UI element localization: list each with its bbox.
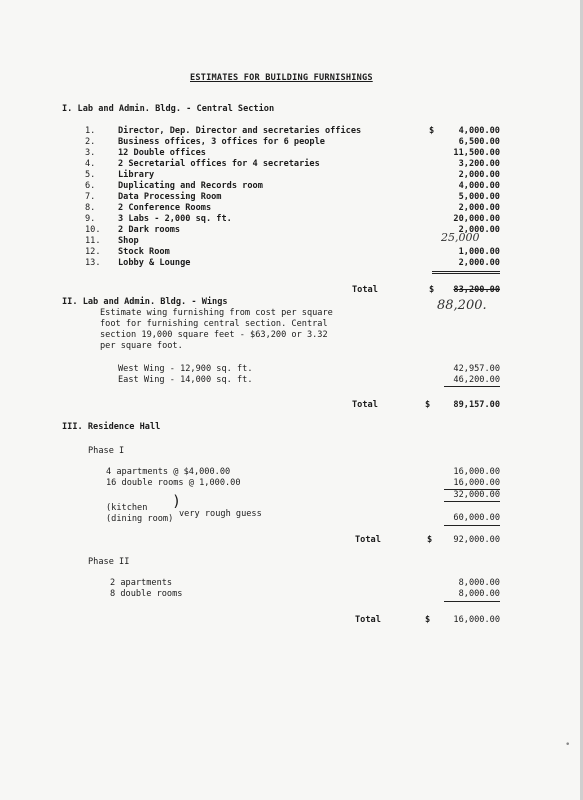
phase-1-total-label: Total [355,535,381,545]
section-2-description: section 19,000 square feet - $63,200 or 3.32 [100,330,328,340]
item-label: 4 apartments @ $4,000.00 [106,467,231,477]
phase-2-total-label: Total [355,615,381,625]
item-amount: 11,500.00 [453,148,500,158]
item-number: 13. [85,258,101,268]
scan-mark: • [565,740,571,750]
phase-1-total: 92,000.00 [453,535,500,545]
item-amount: 2,000.00 [458,170,500,180]
item-label: Data Processing Room [118,192,222,202]
item-label: 2 Dark rooms [118,225,181,235]
item-label: Duplicating and Records room [118,181,263,191]
section-1-heading: I. Lab and Admin. Bldg. - Central Section [62,104,275,114]
item-amount-handwritten: 25,000 [441,231,480,244]
item-label: 2 apartments [110,578,173,588]
item-amount: 16,000.00 [453,478,500,488]
item-label: East Wing - 14,000 sq. ft. [118,375,253,385]
item-amount: 42,957.00 [453,364,500,374]
section-1-total-label: Total [352,285,378,295]
phase-2-total: 16,000.00 [453,615,500,625]
item-number: 3. [85,148,96,158]
item-label: Library [118,170,155,180]
guess-note: very rough guess [179,509,262,519]
item-amount: 2,000.00 [458,225,500,235]
section-2-rule [444,386,500,387]
item-label: 2 Conference Rooms [118,203,212,213]
item-number: 11. [85,236,101,246]
item-label: West Wing - 12,900 sq. ft. [118,364,253,374]
item-label: 12 Double offices [118,148,206,158]
guess-amount: 60,000.00 [453,513,500,523]
section-1-rule [432,271,500,272]
section-2-heading: II. Lab and Admin. Bldg. - Wings [62,297,228,307]
item-amount: 46,200.00 [453,375,500,385]
item-label: Business offices, 3 offices for 6 people [118,137,325,147]
item-number: 6. [85,181,96,191]
item-label: 8 double rooms [110,589,183,599]
brace-icon: ) [172,492,182,510]
section-2-total: 89,157.00 [453,400,500,410]
section-1-rule [432,273,500,274]
section-2-total-label: Total [352,400,378,410]
item-number: 10. [85,225,101,235]
section-2-description: foot for furnishing central section. Central [100,319,328,329]
phase-1-rule [444,525,500,526]
item-amount: 4,000.00 [458,126,500,136]
phase-2-total-dollar: $ [425,615,431,625]
guess-line-dining: (dining room) [106,514,174,524]
item-number: 7. [85,192,96,202]
section-1-total: 83,200.00 [453,285,500,295]
item-label: 16 double rooms @ 1,000.00 [106,478,241,488]
item-number: 4. [85,159,96,169]
item-label: 3 Labs - 2,000 sq. ft. [118,214,232,224]
section-2-description: Estimate wing furnishing from cost per square [100,308,333,318]
item-amount: 2,000.00 [458,258,500,268]
item-amount: 6,500.00 [458,137,500,147]
item-amount: 4,000.00 [458,181,500,191]
phase-2-rule [444,601,500,602]
item-label: Shop [118,236,139,246]
item-label: Director, Dep. Director and secretaries offices [118,126,362,136]
item-amount: 8,000.00 [458,589,500,599]
item-amount: 20,000.00 [453,214,500,224]
item-number: 2. [85,137,96,147]
item-amount: 16,000.00 [453,467,500,477]
item-amount: 1,000.00 [458,247,500,257]
item-amount: 2,000.00 [458,203,500,213]
phase-1-rule [444,501,500,502]
item-number: 12. [85,247,101,257]
item-number: 8. [85,203,96,213]
item-number: 9. [85,214,96,224]
phase-1-subtotal: 32,000.00 [453,490,500,500]
section-1-total-dollar: $ [429,285,435,295]
phase-1-total-dollar: $ [427,535,433,545]
document-title: ESTIMATES FOR BUILDING FURNISHINGS [190,73,373,83]
item-label: 2 Secretarial offices for 4 secretaries [118,159,320,169]
phase-1-label: Phase I [88,446,125,456]
item-label: Stock Room [118,247,170,257]
item-amount: 3,200.00 [458,159,500,169]
section-1-dollar: $ [429,126,435,136]
section-3-heading: III. Residence Hall [62,422,161,432]
item-number: 1. [85,126,96,136]
item-amount: 5,000.00 [458,192,500,202]
section-2-total-dollar: $ [425,400,431,410]
item-amount: 8,000.00 [458,578,500,588]
phase-2-label: Phase II [88,557,130,567]
item-label: Lobby & Lounge [118,258,191,268]
section-2-description: per square foot. [100,341,183,351]
section-1-handwritten-total: 88,200. [437,298,487,313]
guess-line-kitchen: (kitchen [106,503,148,513]
item-number: 5. [85,170,96,180]
